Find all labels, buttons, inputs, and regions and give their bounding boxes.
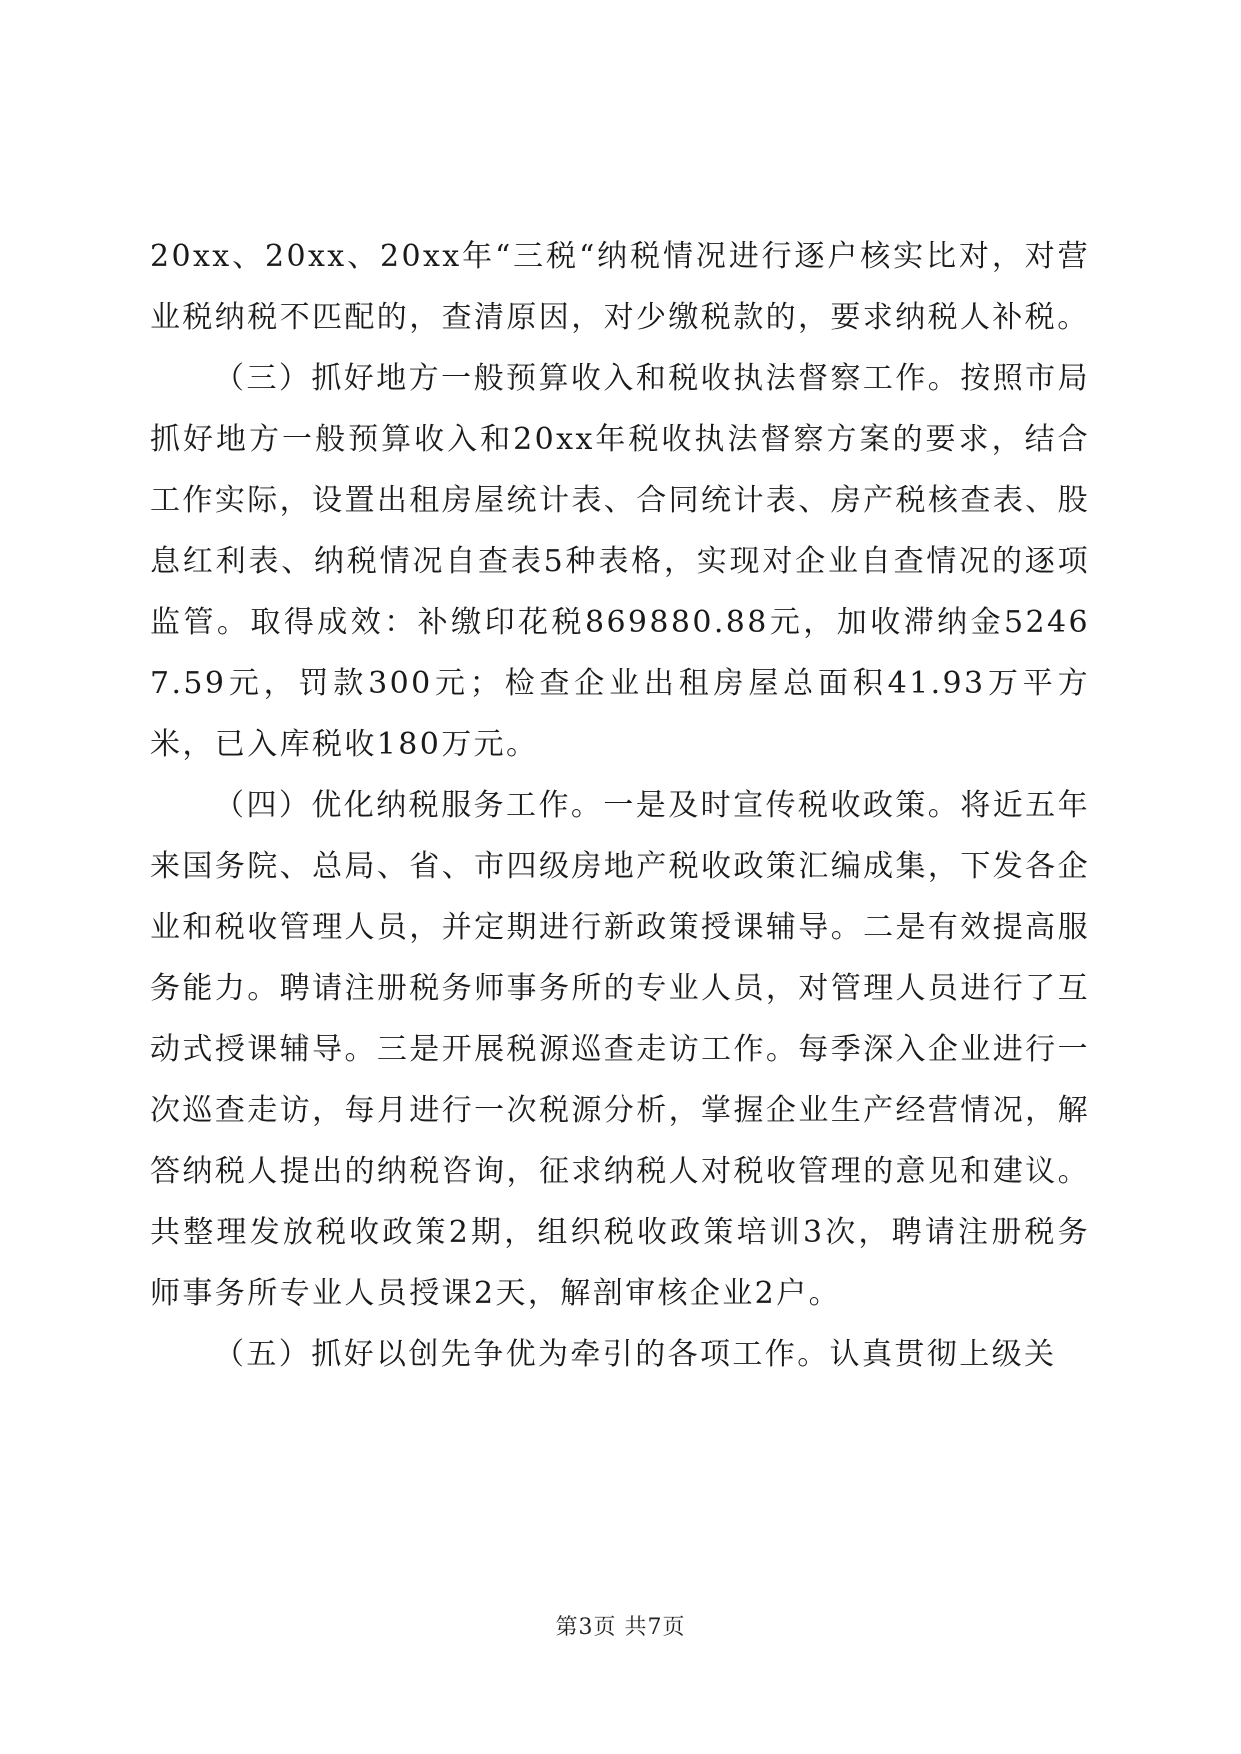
paragraph-section-5: （五）抓好以创先争优为牵引的各项工作。认真贯彻上级关 (214, 1337, 1057, 1372)
page-number-footer: 第3页 共7页 (555, 1615, 686, 1640)
document-body (150, 226, 1090, 1385)
paragraph-continuation: 20xx、20xx、20xx年“三税“纳税情况进行逐户核实比对，对营业税纳税不匹配的，查清原因，对少缴税款的，要求纳税人补税。 (150, 239, 1090, 335)
paragraph-section-4: （四）优化纳税服务工作。一是及时宣传税收政策。将近五年来国务院、总局、省、市四级房地产税收政策汇编成集，下发各企业和税收管理人员，并定期进行新政策授课辅导。二是有效提高服务能力。聘请注册税务师事务所的专业人员，对管理人员进行了互动式授课辅导。三是开展税源巡查走访工作。每季深入企业进行一次巡查走访，每月进行一次税源分析，掌握企业生产经营情况，解答纳税人提出的纳税咨询，征求纳税人对税收管理的意见和建议。共整理发放税收政策2期，组织税收政策培训3次，聘请注册税务师事务所专业人员授课2天，解剖审核企业2户。 (150, 788, 1090, 1311)
paragraph-section-3: （三）抓好地方一般预算收入和税收执法督察工作。按照市局抓好地方一般预算收入和20xx年税收执法督察方案的要求，结合工作实际，设置出租房屋统计表、合同统计表、房产税核查表、股息红利表、纳税情况自查表5种表格，实现对企业自查情况的逐项监管。取得成效：补缴印花税869880.88元，加收滞纳金52467.59元，罚款300元；检查企业出租房屋总面积41.93万平方米，已入库税收180万元。 (150, 361, 1090, 762)
